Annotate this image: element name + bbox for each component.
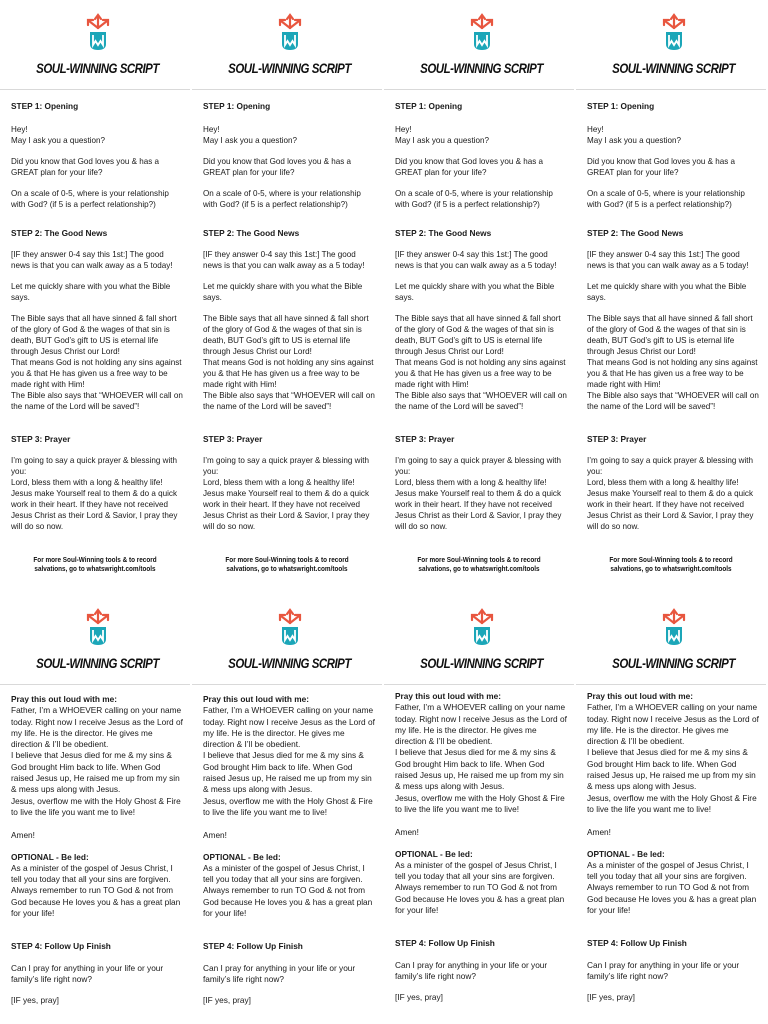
back-sheet — [0, 595, 768, 1024]
card-body — [395, 691, 568, 1004]
step2-paragraph: [IF they answer 0-4 say this 1st:] The good news is that you can walk away as a 5 today! — [203, 250, 365, 270]
front-card — [576, 0, 766, 590]
cross-hands-logo-icon — [275, 607, 305, 647]
step3-paragraph: Jesus make Yourself real to them & do a quick work in their heart. If they have not received Jesus Christ as their Lord & Savior, I pray they will do so now. — [395, 489, 562, 531]
step1-question: On a scale of 0-5, where is your relationship with God? (if 5 is a perfect relationship?) — [203, 189, 361, 209]
step1-line: May I ask you a question? — [11, 136, 106, 145]
step1-question: Did you know that God loves you & has a GREAT plan for your life? — [395, 157, 544, 177]
cross-hands-logo-icon — [83, 607, 113, 647]
cross-hands-logo-icon — [467, 607, 497, 647]
prayer-title: Pray this out loud with me: — [203, 694, 310, 704]
step2-paragraph: That means God is not holding any sins against you & that He has given us a free way to be made right with Him! — [203, 358, 374, 389]
step2-paragraph: That means God is not holding any sins against you & that He has given us a free way to be made right with Him! — [587, 358, 758, 389]
amen-text: Amen! — [395, 827, 419, 838]
divider — [384, 89, 574, 90]
step2-paragraph: The Bible says that all have sinned & fall short of the glory of God & the wages of that sin is death, BUT God’s gift to US is eternal life through Jesus Christ our Lord! — [587, 314, 753, 356]
step3-paragraph: I’m going to say a quick prayer & blessing with you: — [395, 456, 562, 476]
step2-paragraph: The Bible also says that “WHOEVER will call on the name of the Lord will be saved”! — [203, 391, 375, 411]
prayer-paragraph: Jesus, overflow me with the Holy Ghost & Fire to live the life you want me to live! — [587, 792, 757, 814]
divider — [0, 89, 190, 90]
step1-title: STEP 1: Opening — [395, 101, 463, 111]
step1-title: STEP 1: Opening — [587, 101, 655, 111]
card-header — [203, 595, 376, 675]
card-header — [203, 0, 376, 80]
step2-paragraph: Let me quickly share with you what the Bible says. — [203, 282, 363, 302]
brand-title: SOUL-WINNING SCRIPT — [36, 655, 159, 671]
step1-line: May I ask you a question? — [587, 136, 682, 145]
prayer-paragraph: Jesus, overflow me with the Holy Ghost & Fire to live the life you want me to live! — [203, 795, 373, 817]
brand-title: SOUL-WINNING SCRIPT — [228, 60, 351, 76]
step4-paragraph: Can I pray for anything in your life or your family’s life right now? — [11, 962, 164, 984]
step2-paragraph: That means God is not holding any sins against you & that He has given us a free way to be made right with Him! — [395, 358, 566, 389]
step2-paragraph: That means God is not holding any sins against you & that He has given us a free way to be made right with Him! — [11, 358, 182, 389]
step2-title: STEP 2: The Good News — [11, 228, 108, 238]
step1-question: Did you know that God loves you & has a GREAT plan for your life? — [11, 157, 160, 177]
amen-text: Amen! — [11, 830, 35, 841]
prayer-paragraph: Father, I’m a WHOEVER calling on your name today. Right now I receive Jesus as the Lord of my life. He is the director. He gives me direction & I’ll be obedient. — [203, 705, 375, 750]
step2-paragraph: The Bible says that all have sinned & fall short of the glory of God & the wages of that sin is death, BUT God’s gift to US is eternal life through Jesus Christ our Lord! — [395, 314, 561, 356]
step1-title: STEP 1: Opening — [203, 101, 271, 111]
optional-paragraph: As a minister of the gospel of Jesus Christ, I tell you today that all your sins are forgiven. Always remember to run TO God & not from God because He loves you & has a great plan for your life! — [395, 859, 565, 916]
step2-paragraph: The Bible also says that “WHOEVER will call on the name of the Lord will be saved”! — [587, 391, 759, 411]
step4-paragraph: Can I pray for anything in your life or your family’s life right now? — [395, 959, 548, 981]
step4-title: STEP 4: Follow Up Finish — [11, 941, 111, 952]
prayer-paragraph: I believe that Jesus died for me & my sins & God brought Him back to life. When God raised Jesus up, He raised me up from my sin & mess ups along with Jesus. — [395, 747, 564, 792]
step3-paragraph: Lord, bless them with a long & healthy life! — [203, 478, 355, 487]
footer-note: For more Soul-Winning tools & to record salvations, go to whatswright.com/tools — [225, 555, 349, 573]
card-body — [203, 694, 376, 1007]
amen-text: Amen! — [587, 827, 611, 838]
card-header — [11, 595, 184, 675]
step1-line: Hey! — [203, 125, 220, 134]
brand-title: SOUL-WINNING SCRIPT — [612, 655, 735, 671]
step4-paragraph: [IF yes, pray] — [587, 992, 635, 1003]
card-header — [587, 595, 760, 675]
step3-title: STEP 3: Prayer — [203, 434, 263, 444]
step1-question: On a scale of 0-5, where is your relationship with God? (if 5 is a perfect relationship?) — [11, 189, 169, 209]
brand-title: SOUL-WINNING SCRIPT — [420, 60, 543, 76]
footer-note: For more Soul-Winning tools & to record salvations, go to whatswright.com/tools — [609, 555, 733, 573]
cross-hands-logo-icon — [659, 12, 689, 52]
step4-paragraph: [IF yes, pray] — [203, 995, 251, 1006]
step1-line: Hey! — [395, 125, 412, 134]
card-header — [11, 0, 184, 80]
front-card — [192, 0, 382, 590]
card-body — [587, 101, 760, 532]
card-body — [395, 101, 568, 532]
step3-title: STEP 3: Prayer — [11, 434, 71, 444]
step2-title: STEP 2: The Good News — [395, 228, 492, 238]
amen-text: Amen! — [203, 830, 227, 841]
cross-hands-logo-icon — [659, 607, 689, 647]
card-body — [11, 694, 184, 1007]
cross-hands-logo-icon — [275, 12, 305, 52]
brand-title: SOUL-WINNING SCRIPT — [228, 655, 351, 671]
prayer-paragraph: Father, I’m a WHOEVER calling on your name today. Right now I receive Jesus as the Lord of my life. He is the director. He gives me direction & I’ll be obedient. — [587, 702, 759, 747]
card-header — [587, 0, 760, 80]
step2-paragraph: The Bible says that all have sinned & fall short of the glory of God & the wages of that sin is death, BUT God’s gift to US is eternal life through Jesus Christ our Lord! — [203, 314, 369, 356]
step2-paragraph: The Bible also says that “WHOEVER will call on the name of the Lord will be saved”! — [395, 391, 567, 411]
card-body — [587, 691, 760, 1004]
back-card — [192, 595, 382, 1024]
step1-line: Hey! — [11, 125, 28, 134]
step1-question: On a scale of 0-5, where is your relationship with God? (if 5 is a perfect relationship?) — [395, 189, 553, 209]
optional-title: OPTIONAL - Be led: — [203, 851, 281, 862]
prayer-paragraph: Jesus, overflow me with the Holy Ghost & Fire to live the life you want me to live! — [11, 795, 181, 817]
step4-paragraph: Can I pray for anything in your life or your family’s life right now? — [587, 959, 740, 981]
prayer-paragraph: Father, I’m a WHOEVER calling on your name today. Right now I receive Jesus as the Lord of my life. He is the director. He gives me direction & I’ll be obedient. — [11, 705, 183, 750]
footer-note: For more Soul-Winning tools & to record salvations, go to whatswright.com/tools — [33, 555, 157, 573]
prayer-paragraph: I believe that Jesus died for me & my sins & God brought Him back to life. When God raised Jesus up, He raised me up from my sin & mess ups along with Jesus. — [587, 747, 756, 792]
step3-paragraph: Jesus make Yourself real to them & do a quick work in their heart. If they have not received Jesus Christ as their Lord & Savior, I pray they will do so now. — [203, 489, 370, 531]
card-header — [395, 0, 568, 80]
step1-title: STEP 1: Opening — [11, 101, 79, 111]
step3-paragraph: I’m going to say a quick prayer & blessing with you: — [203, 456, 370, 476]
optional-paragraph: As a minister of the gospel of Jesus Christ, I tell you today that all your sins are forgiven. Always remember to run TO God & not from God because He loves you & has a great plan for your life! — [11, 862, 181, 919]
step3-title: STEP 3: Prayer — [587, 434, 647, 444]
divider — [192, 684, 382, 685]
step1-line: May I ask you a question? — [203, 136, 298, 145]
brand-title: SOUL-WINNING SCRIPT — [612, 60, 735, 76]
card-header — [395, 595, 568, 675]
optional-title: OPTIONAL - Be led: — [587, 848, 665, 859]
step2-paragraph: [IF they answer 0-4 say this 1st:] The good news is that you can walk away as a 5 today! — [395, 250, 557, 270]
optional-paragraph: As a minister of the gospel of Jesus Christ, I tell you today that all your sins are forgiven. Always remember to run TO God & not from God because He loves you & has a great plan for your life! — [203, 862, 373, 919]
optional-title: OPTIONAL - Be led: — [11, 851, 89, 862]
step4-paragraph: [IF yes, pray] — [11, 995, 59, 1006]
step3-title: STEP 3: Prayer — [395, 434, 455, 444]
back-card — [384, 595, 574, 1024]
divider — [576, 89, 766, 90]
prayer-paragraph: Father, I’m a WHOEVER calling on your name today. Right now I receive Jesus as the Lord of my life. He is the director. He gives me direction & I’ll be obedient. — [395, 702, 567, 747]
front-card — [384, 0, 574, 590]
step2-paragraph: The Bible says that all have sinned & fall short of the glory of God & the wages of that sin is death, BUT God’s gift to US is eternal life through Jesus Christ our Lord! — [11, 314, 177, 356]
step3-paragraph: I’m going to say a quick prayer & blessing with you: — [587, 456, 754, 476]
step3-paragraph: Lord, bless them with a long & healthy life! — [587, 478, 739, 487]
divider — [384, 684, 574, 685]
prayer-paragraph: I believe that Jesus died for me & my sins & God brought Him back to life. When God raised Jesus up, He raised me up from my sin & mess ups along with Jesus. — [203, 750, 372, 795]
cross-hands-logo-icon — [83, 12, 113, 52]
card-body — [11, 101, 184, 532]
step3-paragraph: I’m going to say a quick prayer & blessing with you: — [11, 456, 178, 476]
step1-question: Did you know that God loves you & has a GREAT plan for your life? — [203, 157, 352, 177]
step2-paragraph: Let me quickly share with you what the Bible says. — [395, 282, 555, 302]
step3-paragraph: Lord, bless them with a long & healthy life! — [11, 478, 163, 487]
divider — [192, 89, 382, 90]
front-card — [0, 0, 190, 590]
step4-title: STEP 4: Follow Up Finish — [587, 938, 687, 949]
step2-title: STEP 2: The Good News — [203, 228, 300, 238]
brand-title: SOUL-WINNING SCRIPT — [420, 655, 543, 671]
prayer-paragraph: I believe that Jesus died for me & my sins & God brought Him back to life. When God raised Jesus up, He raised me up from my sin & mess ups along with Jesus. — [11, 750, 180, 795]
step1-line: Hey! — [587, 125, 604, 134]
step2-paragraph: The Bible also says that “WHOEVER will call on the name of the Lord will be saved”! — [11, 391, 183, 411]
card-body — [203, 101, 376, 532]
divider — [576, 684, 766, 685]
step3-paragraph: Jesus make Yourself real to them & do a quick work in their heart. If they have not received Jesus Christ as their Lord & Savior, I pray they will do so now. — [587, 489, 754, 531]
prayer-title: Pray this out loud with me: — [11, 694, 118, 704]
step2-title: STEP 2: The Good News — [587, 228, 684, 238]
brand-title: SOUL-WINNING SCRIPT — [36, 60, 159, 76]
step4-title: STEP 4: Follow Up Finish — [395, 938, 495, 949]
footer-note: For more Soul-Winning tools & to record salvations, go to whatswright.com/tools — [417, 555, 541, 573]
divider — [0, 684, 190, 685]
optional-title: OPTIONAL - Be led: — [395, 848, 473, 859]
back-card — [576, 595, 766, 1024]
step3-paragraph: Lord, bless them with a long & healthy life! — [395, 478, 547, 487]
optional-paragraph: As a minister of the gospel of Jesus Christ, I tell you today that all your sins are forgiven. Always remember to run TO God & not from God because He loves you & has a great plan for your life! — [587, 859, 757, 916]
step4-paragraph: [IF yes, pray] — [395, 992, 443, 1003]
step2-paragraph: Let me quickly share with you what the Bible says. — [587, 282, 747, 302]
step1-question: On a scale of 0-5, where is your relationship with God? (if 5 is a perfect relationship?) — [587, 189, 745, 209]
step4-paragraph: Can I pray for anything in your life or your family’s life right now? — [203, 962, 356, 984]
cross-hands-logo-icon — [467, 12, 497, 52]
prayer-paragraph: Jesus, overflow me with the Holy Ghost & Fire to live the life you want me to live! — [395, 792, 565, 814]
step3-paragraph: Jesus make Yourself real to them & do a quick work in their heart. If they have not received Jesus Christ as their Lord & Savior, I pray they will do so now. — [11, 489, 178, 531]
step1-question: Did you know that God loves you & has a GREAT plan for your life? — [587, 157, 736, 177]
prayer-title: Pray this out loud with me: — [587, 691, 694, 701]
step2-paragraph: Let me quickly share with you what the Bible says. — [11, 282, 171, 302]
back-card — [0, 595, 190, 1024]
step1-line: May I ask you a question? — [395, 136, 490, 145]
step4-title: STEP 4: Follow Up Finish — [203, 941, 303, 952]
step2-paragraph: [IF they answer 0-4 say this 1st:] The good news is that you can walk away as a 5 today! — [11, 250, 173, 270]
prayer-title: Pray this out loud with me: — [395, 691, 502, 701]
step2-paragraph: [IF they answer 0-4 say this 1st:] The good news is that you can walk away as a 5 today! — [587, 250, 749, 270]
